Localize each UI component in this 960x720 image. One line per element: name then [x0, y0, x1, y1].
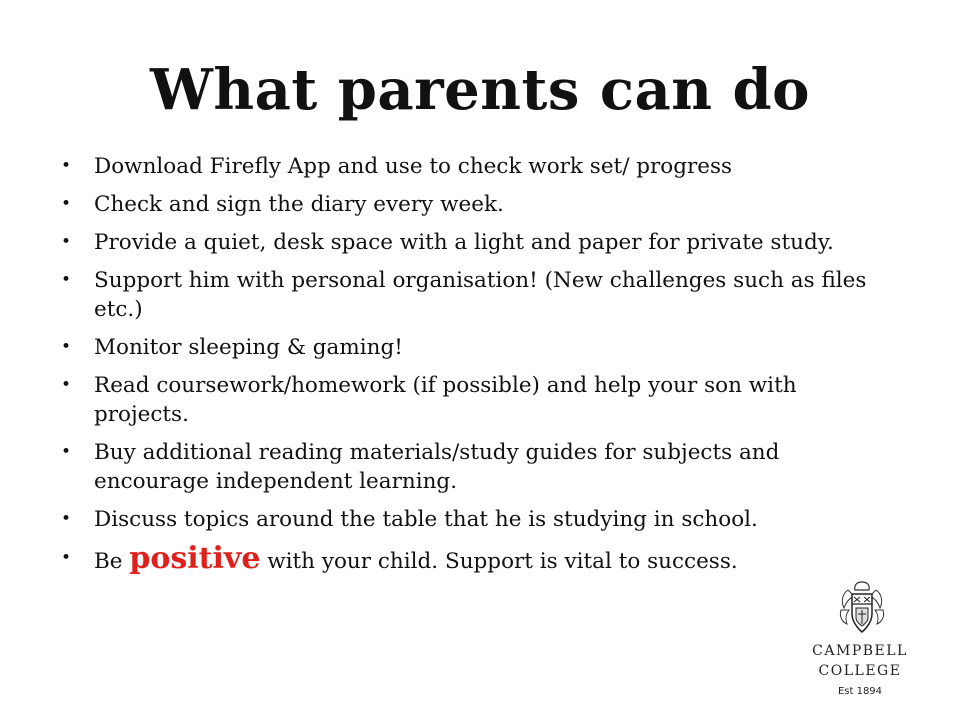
bullet-text: Check and sign the diary every week. [94, 192, 504, 217]
bullet-dot: • [61, 232, 72, 252]
list-item [61, 371, 884, 429]
bullet-dot: • [61, 194, 72, 214]
bullet-dot: • [61, 156, 72, 176]
bullet-text: Download Firefly App and use to check work set/ progress [94, 154, 733, 179]
list-item [61, 152, 884, 181]
list-item [61, 505, 884, 534]
bullet-dot: • [61, 375, 72, 395]
slide-title: What parents can do [149, 57, 811, 123]
bullet-text: Support him with personal organisation! (New challenges such as files etc.) [94, 268, 867, 322]
logo-line-campbell: CAMPBELL [812, 643, 908, 659]
list-item [61, 228, 884, 257]
list-item [61, 266, 884, 324]
logo-line-college: COLLEGE [818, 663, 902, 679]
college-logo [800, 580, 920, 710]
list-item [61, 333, 884, 362]
bullet-text: Read coursework/homework (if possible) and help your son with projects. [94, 373, 797, 427]
logo-established: Est 1894 [837, 686, 883, 697]
bullet-list [61, 152, 884, 585]
bullet-dot: • [61, 337, 72, 357]
bullet-dot: • [61, 442, 72, 462]
list-item [61, 541, 884, 576]
crest-icon [838, 580, 886, 636]
bullet-text: Monitor sleeping & gaming! [94, 335, 403, 360]
bullet-dot: • [61, 270, 72, 290]
list-item [61, 190, 884, 219]
bullet-dot: • [61, 509, 72, 529]
bullet-dot: • [61, 548, 72, 568]
bullet-text-before: Be [94, 549, 130, 574]
bullet-text: Buy additional reading materials/study guides for subjects and encourage independent learning. [94, 440, 780, 494]
list-item [61, 438, 884, 496]
highlight-word: positive [129, 541, 261, 576]
bullet-text: Provide a quiet, desk space with a light and paper for private study. [94, 230, 834, 255]
bullet-text-after: with your child. Support is vital to success. [260, 549, 738, 574]
bullet-text: Discuss topics around the table that he is studying in school. [94, 507, 758, 532]
